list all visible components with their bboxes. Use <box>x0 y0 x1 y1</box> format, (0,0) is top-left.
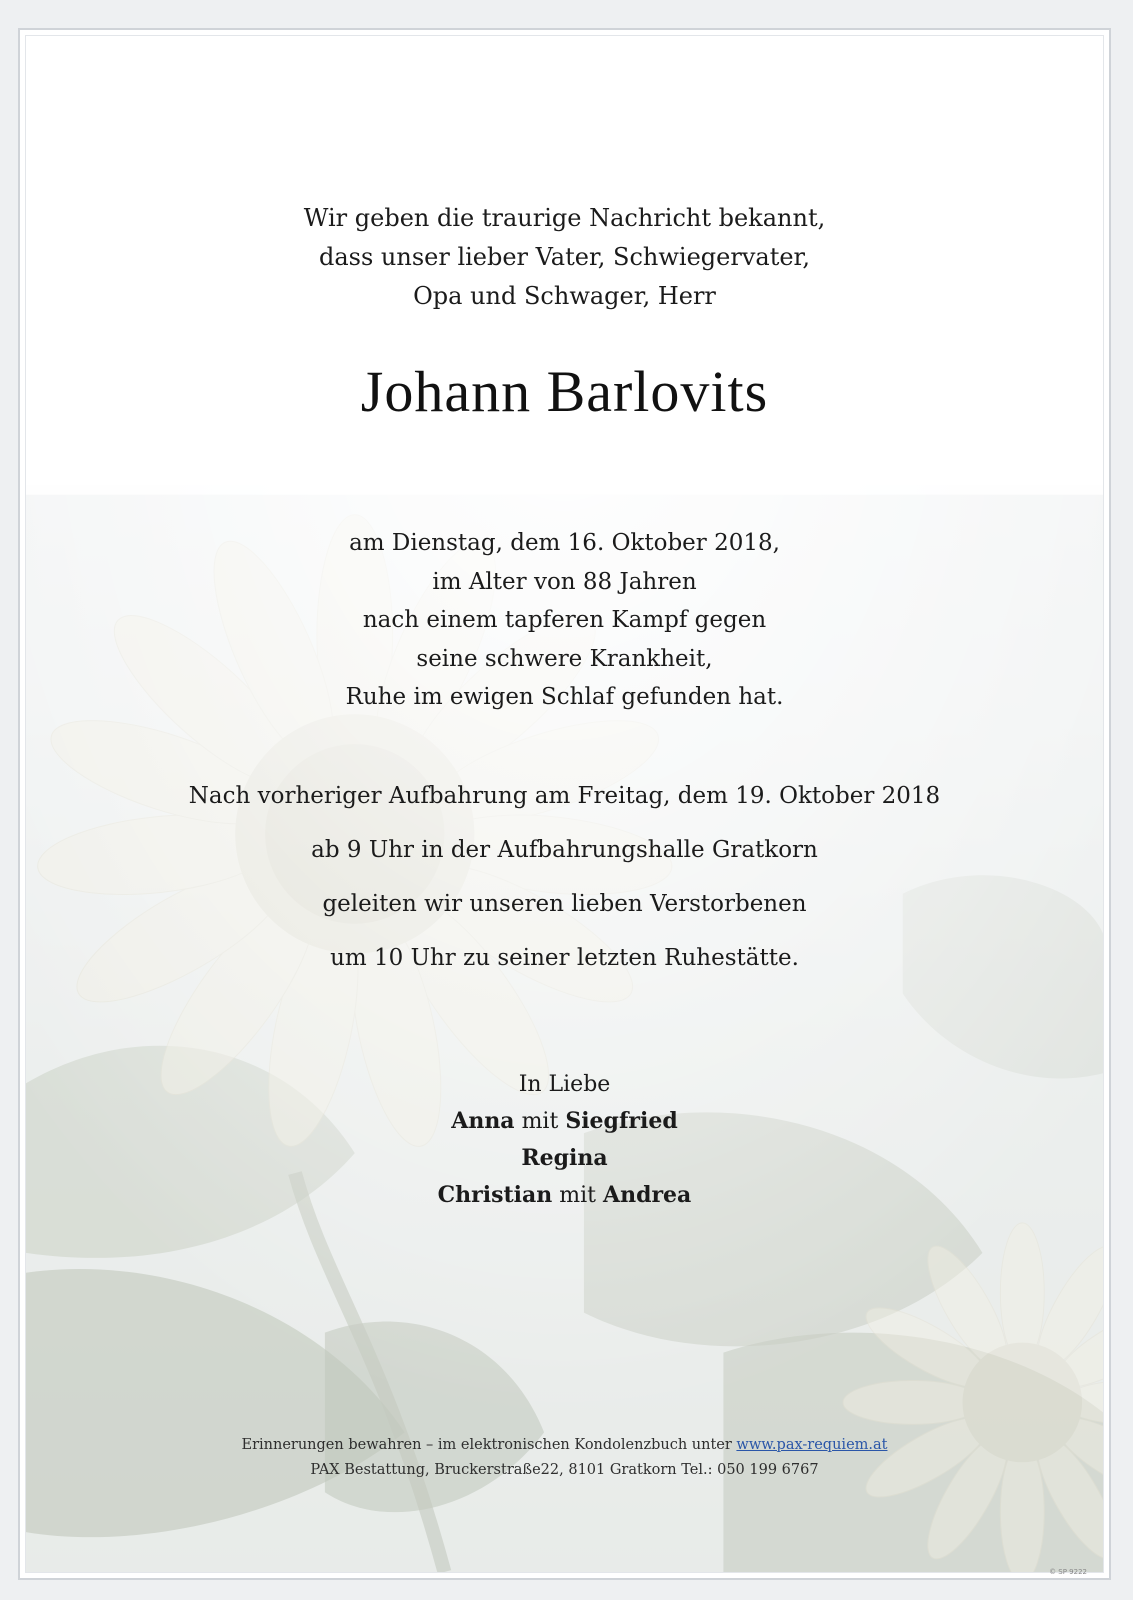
mourner-name: Regina <box>521 1145 608 1171</box>
mourner-connector: mit <box>514 1109 566 1134</box>
mourners-signature <box>26 1066 1103 1214</box>
funeral-line: um 10 Uhr zu seiner letzten Ruhestätte. <box>330 945 799 971</box>
parte-text-content <box>26 36 1103 1572</box>
funeral-line: ab 9 Uhr in der Aufbahrungshalle Gratkorn <box>311 837 818 863</box>
condolence-text: Erinnerungen bewahren – im elektronischen Kondolenzbuch unter <box>241 1437 737 1453</box>
mourner-name: Christian <box>437 1182 553 1208</box>
parte-frame <box>25 35 1104 1573</box>
mourner-name: Anna <box>451 1108 515 1134</box>
print-code: © SP 9222 <box>1049 1568 1087 1576</box>
funeral-line: geleiten wir unseren lieben Verstorbenen <box>322 891 807 917</box>
signature-opening: In Liebe <box>518 1072 611 1097</box>
death-notice-paragraph <box>26 524 1103 717</box>
deceased-name: Johann Barlovits <box>360 359 769 424</box>
intro-line: dass unser lieber Vater, Schwiegervater, <box>318 243 811 271</box>
funeral-details-paragraph <box>26 769 1103 985</box>
parte-sheet <box>18 28 1111 1580</box>
death-notice-line: Ruhe im ewigen Schlaf gefunden hat. <box>345 684 784 710</box>
mourner-name: Andrea <box>603 1182 692 1208</box>
intro-line: Opa und Schwager, Herr <box>413 282 716 310</box>
intro-line: Wir geben die traurige Nachricht bekannt, <box>303 204 826 232</box>
mourner-name: Siegfried <box>565 1108 678 1134</box>
mourner-line <box>26 1103 1103 1140</box>
footer <box>26 1433 1103 1483</box>
condolence-line <box>26 1433 1103 1458</box>
death-notice-line: seine schwere Krankheit, <box>416 645 713 672</box>
death-notice-line: nach einem tapferen Kampf gegen <box>362 607 767 633</box>
death-notice-line: am Dienstag, dem 16. Oktober 2018, <box>349 530 780 556</box>
condolence-book-link[interactable]: www.pax-requiem.at <box>736 1437 888 1453</box>
intro-paragraph <box>26 199 1103 316</box>
funeral-line: Nach vorheriger Aufbahrung am Freitag, dem 19. Oktober 2018 <box>188 783 941 809</box>
mourner-line <box>26 1177 1103 1214</box>
mourner-line <box>26 1140 1103 1177</box>
mourner-connector: mit <box>552 1183 604 1208</box>
funeral-home-address: PAX Bestattung, Bruckerstraße22, 8101 Gratkorn Tel.: 050 199 6767 <box>310 1462 819 1478</box>
death-notice-line: im Alter von 88 Jahren <box>432 568 697 595</box>
